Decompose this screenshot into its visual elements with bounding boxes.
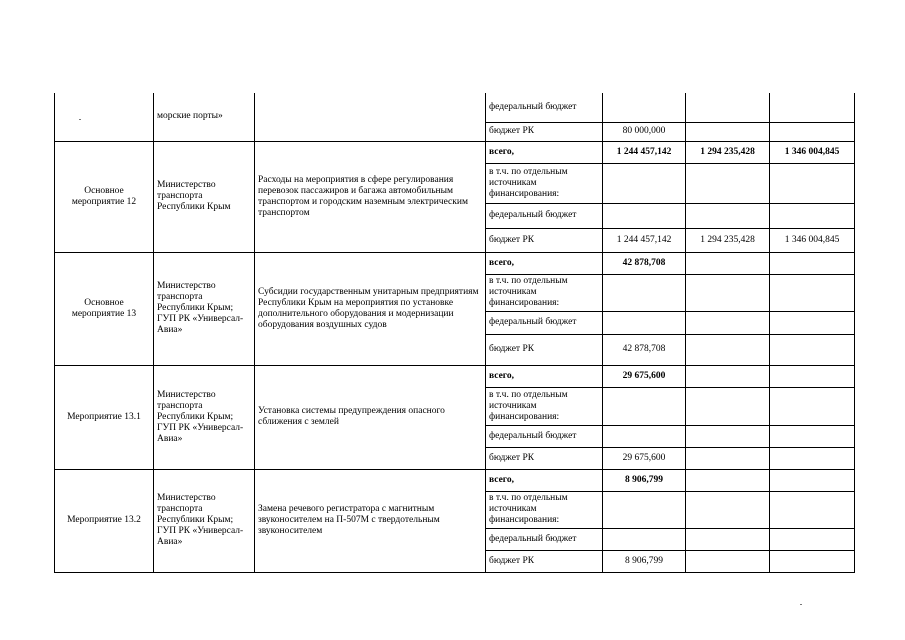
- value-cell: [770, 425, 855, 447]
- value-cell: 29 675,600: [603, 447, 686, 469]
- value-cell: [603, 203, 686, 228]
- value-cell: [770, 274, 855, 311]
- value-cell: [603, 387, 686, 425]
- value-cell: [603, 274, 686, 311]
- description-cell: Замена речевого регистратора с магнитным звуконосителем на П-507М с твердотельным звуконосителем: [255, 469, 486, 572]
- funding-table: [54, 93, 855, 573]
- value-cell: [770, 203, 855, 228]
- activity-name: Мероприятие 13.1: [55, 365, 154, 469]
- table-row: [55, 365, 855, 387]
- value-cell: [686, 550, 770, 572]
- activity-name: Основное мероприятие 12: [55, 141, 154, 252]
- source-label: всего,: [486, 365, 603, 387]
- value-cell: [603, 311, 686, 334]
- source-label: бюджет РК: [486, 122, 603, 141]
- source-label: всего,: [486, 252, 603, 274]
- value-cell: [686, 387, 770, 425]
- activity-name: Мероприятие 13.2: [55, 469, 154, 572]
- value-cell: [686, 122, 770, 141]
- source-label: в т.ч. по отдельным источникам финансирования:: [486, 491, 603, 528]
- value-cell: [770, 93, 855, 122]
- source-label: федеральный бюджет: [486, 425, 603, 447]
- continued-name-cell: [55, 93, 154, 141]
- value-cell: [686, 334, 770, 365]
- value-cell: [686, 163, 770, 203]
- executor-cell: Министерство транспорта Республики Крым; ГУП РК «Универсал-Авиа»: [154, 469, 255, 572]
- value-cell: [603, 163, 686, 203]
- value-cell: [770, 311, 855, 334]
- value-cell: [770, 550, 855, 572]
- executor-text: морские порты»: [157, 111, 223, 122]
- value-cell: [770, 447, 855, 469]
- value-cell: [770, 334, 855, 365]
- source-label: бюджет РК: [486, 447, 603, 469]
- value-cell: 42 878,708: [603, 334, 686, 365]
- activity-name: Основное мероприятие 13: [55, 252, 154, 365]
- value-cell: [603, 528, 686, 550]
- description-cell: Установка системы предупреждения опасного сближения с землей: [255, 365, 486, 469]
- value-cell: [686, 365, 770, 387]
- value-cell: 80 000,000: [603, 122, 686, 141]
- value-cell: [770, 528, 855, 550]
- executor-cell: Министерство транспорта Республики Крым; ГУП РК «Универсал-Авиа»: [154, 365, 255, 469]
- table-row: [55, 469, 855, 491]
- source-label: всего,: [486, 141, 603, 163]
- value-cell: [686, 447, 770, 469]
- value-cell: 1 294 235,428: [686, 141, 770, 163]
- scan-speck: [800, 604, 802, 605]
- source-label: в т.ч. по отдельным источникам финансирования:: [486, 387, 603, 425]
- value-cell: 1 346 004,845: [770, 228, 855, 252]
- value-cell: [686, 252, 770, 274]
- value-cell: [770, 387, 855, 425]
- value-cell: [770, 122, 855, 141]
- source-label: федеральный бюджет: [486, 311, 603, 334]
- value-cell: [686, 203, 770, 228]
- continued-description-cell: [255, 93, 486, 141]
- source-label: бюджет РК: [486, 334, 603, 365]
- description-cell: Расходы на мероприятия в сфере регулирования перевозок пассажиров и багажа автомобильным транспортом и городским наземным электрическим транспортом: [255, 141, 486, 252]
- value-cell: [603, 425, 686, 447]
- value-cell: [770, 252, 855, 274]
- value-cell: [686, 491, 770, 528]
- value-cell: [770, 163, 855, 203]
- value-cell: [686, 274, 770, 311]
- value-cell: 1 244 457,142: [603, 228, 686, 252]
- table-row: [55, 252, 855, 274]
- value-cell: 42 878,708: [603, 252, 686, 274]
- source-label: бюджет РК: [486, 228, 603, 252]
- source-label: в т.ч. по отдельным источникам финансирования:: [486, 163, 603, 203]
- value-cell: [686, 93, 770, 122]
- value-cell: 29 675,600: [603, 365, 686, 387]
- value-cell: [770, 491, 855, 528]
- value-cell: 8 906,799: [603, 469, 686, 491]
- table-row: [55, 141, 855, 163]
- source-label: федеральный бюджет: [486, 528, 603, 550]
- table-row: [55, 93, 855, 122]
- value-cell: [603, 491, 686, 528]
- value-cell: [686, 469, 770, 491]
- value-cell: [686, 425, 770, 447]
- executor-cell: Министерство транспорта Республики Крым: [154, 141, 255, 252]
- value-cell: [770, 365, 855, 387]
- source-label: бюджет РК: [486, 550, 603, 572]
- value-cell: [686, 311, 770, 334]
- source-label: федеральный бюджет: [486, 203, 603, 228]
- value-cell: 1 294 235,428: [686, 228, 770, 252]
- value-cell: [603, 93, 686, 122]
- value-cell: [686, 528, 770, 550]
- source-label: федеральный бюджет: [486, 93, 603, 122]
- executor-cell: Министерство транспорта Республики Крым; ГУП РК «Универсал-Авиа»: [154, 252, 255, 365]
- value-cell: 8 906,799: [603, 550, 686, 572]
- source-label: всего,: [486, 469, 603, 491]
- continued-executor-cell: [154, 93, 255, 141]
- value-cell: [770, 469, 855, 491]
- source-label: в т.ч. по отдельным источникам финансирования:: [486, 274, 603, 311]
- value-cell: 1 244 457,142: [603, 141, 686, 163]
- value-cell: 1 346 004,845: [770, 141, 855, 163]
- description-cell: Субсидии государственным унитарным предприятиям Республики Крым на мероприятия по установке дополнительного оборудования и модернизации оборудования воздушных судов: [255, 252, 486, 365]
- scan-speck: [79, 119, 81, 120]
